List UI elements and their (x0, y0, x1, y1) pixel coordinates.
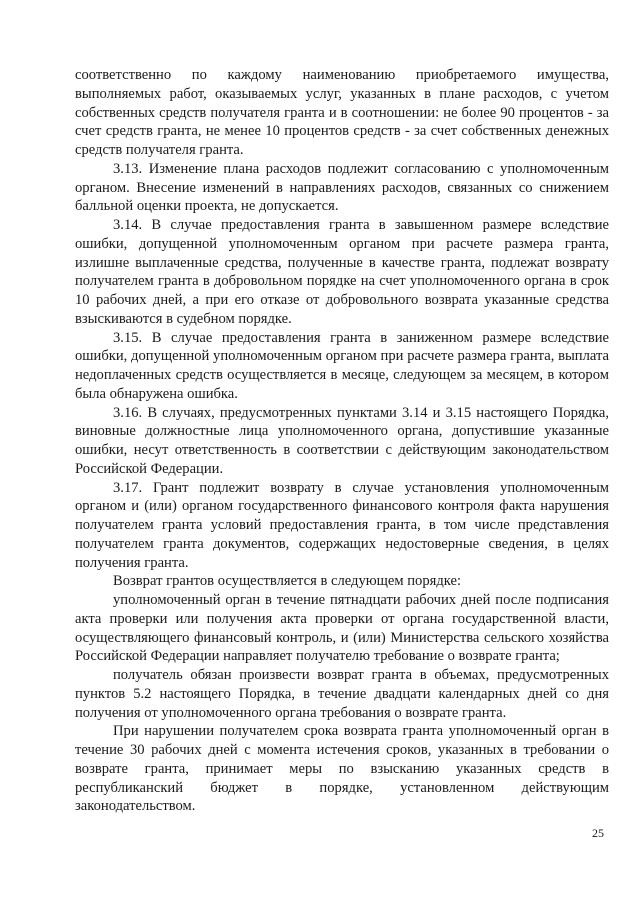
document-body (75, 66, 609, 816)
paragraph-authorized-body-duty: уполномоченный орган в течение пятнадцати рабочих дней после подписания акта проверки или получения акта проверки от органа государственной власти, осуществляющего финансовый контроль, и (или) Министерства сельского хозяйства Российской Федерации направляет получателю требование о возврате гранта; (75, 592, 609, 665)
paragraph-continuation: соответственно по каждому наименованию приобретаемого имущества, выполняемых работ, оказываемых услуг, указанных в плане расходов, с учетом собственных средств получателя гранта и в соотношении: не более 90 процентов - за счет средств гранта, не менее 10 процентов средств - за счет собственных денежных средств получателя гранта. (75, 67, 609, 158)
paragraph-3-13: 3.13. Изменение плана расходов подлежит согласованию с уполномоченным органом. Внесение изменений в направлениях расходов, связанных со снижением балльной оценки проекта, не допускается. (75, 160, 609, 215)
paragraph-3-17: 3.17. Грант подлежит возврату в случае установления уполномоченным органом и (или) органом государственного финансового контроля факта нарушения получателем гранта условий предоставления гранта, в том числе представления получателем гранта документов, содержащих недостоверные сведения, в целях получения гранта. (75, 479, 609, 571)
paragraph-3-14: 3.14. В случае предоставления гранта в завышенном размере вследствие ошибки, допущенной уполномоченным органом при расчете размера гранта, излишне выплаченные средства, полученные в качестве гранта, подлежат возврату получателем гранта в добровольном порядке на счет уполномоченного органа в срок 10 рабочих дней, а при его отказе от добровольного возврата указанные средства взыскиваются в судебном порядке. (75, 217, 609, 327)
paragraph-recipient-duty: получатель обязан произвести возврат гранта в объемах, предусмотренных пунктов 5.2 настоящего Порядка, в течение двадцати календарных дней со дня получения от уполномоченного органа требования о возврате гранта. (75, 667, 609, 721)
paragraph-violation-measures: При нарушении получателем срока возврата гранта уполномоченный орган в течение 30 рабочих дней с момента истечения сроков, указанных в требовании о возврате гранта, принимает меры по взысканию указанных средств в республиканский бюджет в порядке, установленном действующим законодательством. (75, 723, 609, 815)
page-number: 25 (592, 826, 604, 840)
paragraph-3-15: 3.15. В случае предоставления гранта в заниженном размере вследствие ошибки, допущенной уполномоченным органом при расчете размера гранта, выплата недоплаченных средств осуществляется в месяце, следующем за месяцем, в котором была обнаружена ошибка. (75, 329, 609, 402)
paragraph-return-procedure: Возврат грантов осуществляется в следующем порядке: (113, 573, 462, 590)
paragraph-3-16: 3.16. В случаях, предусмотренных пунктами 3.14 и 3.15 настоящего Порядка, виновные должностные лица уполномоченного органа, допустившие указанные ошибки, несут ответственность в соответствии с действующим законодательством Российской Федерации. (75, 404, 609, 477)
